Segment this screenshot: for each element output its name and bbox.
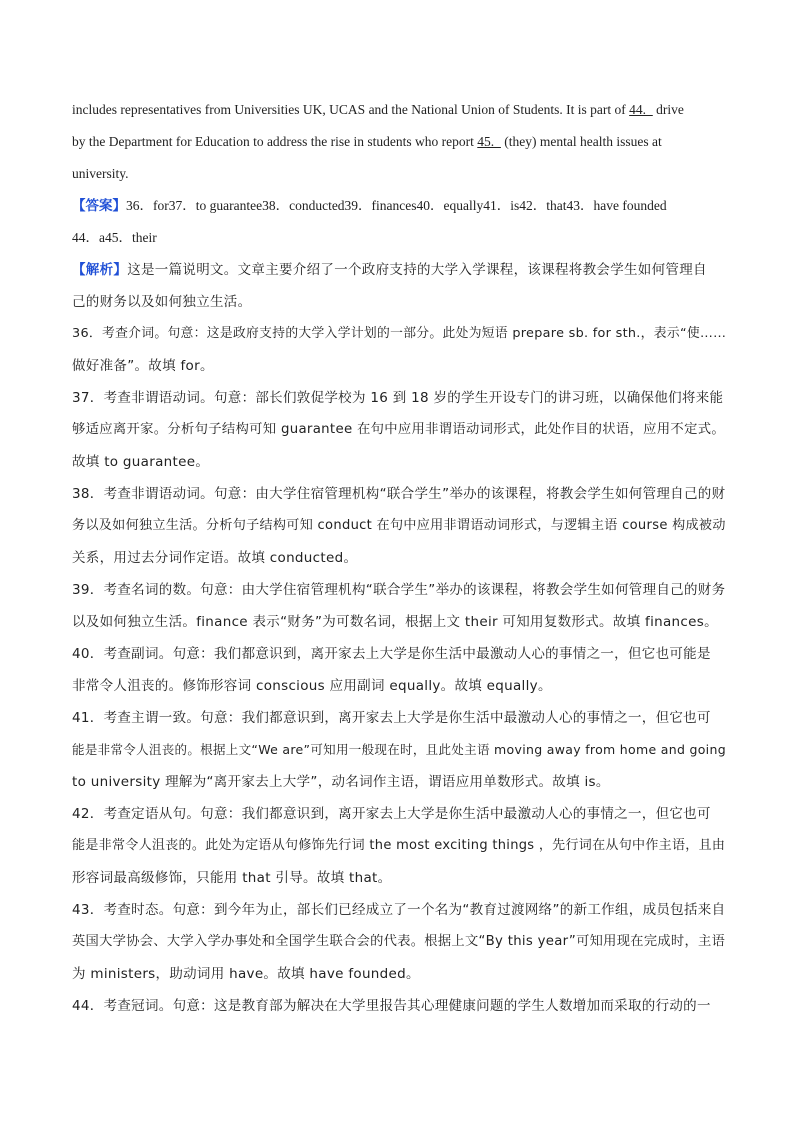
q44-line-1: 44．考查冠词。句意：这是教育部为解决在大学里报告其心理健康问题的学生人数增加而采取的行动的一 [72, 998, 711, 1014]
answer-line-2: 44．a45．their [72, 230, 157, 245]
q37-line-1: 37．考查非谓语动词。句意：部长们敦促学校为 16 到 18 岁的学生开设专门的讲习班，以确保他们将来能 [72, 390, 724, 406]
q38-line-1: 38．考查非谓语动词。句意：由大学住宿管理机构“联合学生”举办的该课程，将教会学生如何管理自己的财 [72, 486, 726, 502]
q41-line-2: 能是非常令人沮丧的。根据上文“We are”可知用一般现在时，且此处主语 moving away from home and going [72, 742, 726, 757]
passage-text: includes representatives from Universities UK, UCAS and the National Union of Students. It is part of [72, 102, 630, 117]
answer-text: 36．for37．to guarantee38．conducted39．finances40．equally41．is42．that43．have founded [126, 198, 667, 213]
q36-line-2: 做好准备”。故填 for。 [72, 358, 214, 374]
answer-line-1 [72, 196, 732, 216]
q43-line-1: 43．考查时态。句意：到今年为止，部长们已经成立了一个名为“教育过渡网络”的新工作组，成员包括来自 [72, 902, 726, 918]
analysis-line-2: 己的财务以及如何独立生活。 [72, 294, 252, 310]
q42-line-3: 形容词最高级修饰，只能用 that 引导。故填 that。 [72, 870, 392, 886]
q42-line-1: 42．考查定语从句。句意：我们都意识到，离开家去上大学是你生活中最激动人心的事情之一，但它也可 [72, 806, 711, 822]
passage-line-3: university. [72, 166, 129, 181]
passage-text: (they) mental health issues at [500, 134, 662, 149]
answer-tag: 【答案】 [72, 198, 126, 214]
blank-45: 45. [477, 134, 501, 149]
q42-line-2: 能是非常令人沮丧的。此处为定语从句修饰先行词 the most exciting things ，先行词在从句中作主语，且由 [72, 838, 726, 853]
q38-line-2: 务以及如何独立生活。分析句子结构可知 conduct 在句中应用非谓语动词形式，与逻辑主语 course 构成被动 [72, 518, 726, 533]
q40-line-1: 40．考查副词。句意：我们都意识到，离开家去上大学是你生活中最激动人心的事情之一，但它也可能是 [72, 646, 711, 662]
q41-line-1: 41．考查主谓一致。句意：我们都意识到，离开家去上大学是你生活中最激动人心的事情之一，但它也可 [72, 710, 711, 726]
q43-line-2: 英国大学协会、大学入学办事处和全国学生联合会的代表。根据上文“By this year”可知用现在完成时，主语 [72, 934, 726, 949]
passage-line-1 [72, 100, 732, 120]
q40-line-2: 非常令人沮丧的。修饰形容词 conscious 应用副词 equally。故填 equally。 [72, 678, 552, 694]
analysis-tag: 【解析】 [72, 262, 128, 278]
q43-line-3: 为 ministers，助动词用 have。故填 have founded。 [72, 966, 420, 982]
analysis-line-1 [72, 260, 732, 280]
passage-text: by the Department for Education to address the rise in students who report [72, 134, 478, 149]
q37-line-3: 故填 to guarantee。 [72, 454, 210, 470]
analysis-text: 这是一篇说明文。文章主要介绍了一个政府支持的大学入学课程，该课程将教会学生如何管理自 [127, 262, 707, 278]
q36-line-1: 36．考查介词。句意：这是政府支持的大学入学计划的一部分。此处为短语 prepare sb. for sth.，表示“使…… [72, 326, 727, 341]
q39-line-1: 39．考查名词的数。句意：由大学住宿管理机构“联合学生”举办的该课程，将教会学生如何管理自己的财务 [72, 582, 726, 598]
blank-44: 44. [629, 102, 653, 117]
passage-text: drive [652, 102, 684, 117]
q37-line-2: 够适应离开家。分析句子结构可知 guarantee 在句中应用非谓语动词形式，此处作目的状语，应用不定式。 [72, 422, 725, 437]
passage-line-2 [72, 132, 732, 152]
q38-line-3: 关系，用过去分词作定语。故填 conducted。 [72, 550, 358, 566]
q39-line-2: 以及如何独立生活。finance 表示“财务”为可数名词，根据上文 their 可知用复数形式。故填 finances。 [72, 614, 718, 630]
q41-line-3: to university 理解为“离开家去上大学”，动名词作主语，谓语应用单数形式。故填 is。 [72, 774, 610, 790]
